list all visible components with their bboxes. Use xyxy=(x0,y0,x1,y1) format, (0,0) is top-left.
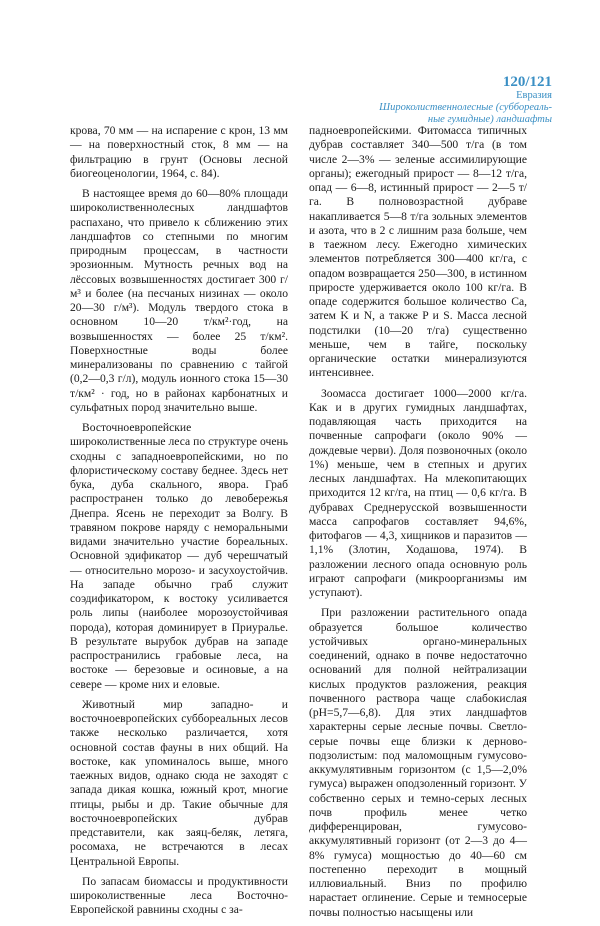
paragraph: Животный мир западно- и восточноевропейских суббореальных лесов также несколько различается, хотя основной состав фауны в них общий. На востоке, как упоминалось выше, много таежных видов, однако сюда не заходят с запада дикая кошка, южный крот, многие птицы, рыбы и др. Такие обычные для восточноевропейских дубрав представители, как заяц-беляк, летяга, росомаха, не встречаются в лесах Центральной Европы. xyxy=(70,697,288,868)
section-title-line-1: Широколиственнолесные (суббореаль- xyxy=(379,102,552,113)
paragraph: падноевропейскими. Фитомасса типичных дубрав составляет 340—500 т/га (в том числе 2—3% — зеленые ассимилирующие органы); ежегодный прирост — 8—12 т/га, опад — 6—8, истинный прирост — 2—5 т/га. В полновозрастной дубраве накапливается 5—8 т/га зольных элементов и азота, что в 2 с лишним раза больше, чем в таежном лесу. Ежегодно химических элементов потребляется 300—400 кг/га, с опадом возвращается 250—300, в истинном приросте удерживается около 100 кг/га. В опаде содержится большое количество Ca, затем K и N, а также P и S. Масса лесной подстилки (10—20 т/га) существенно меньше, чем в тайге, поскольку органические остатки минерализуются интенсивнее. xyxy=(309,124,527,380)
paragraph: крова, 70 мм — на испарение с крон, 13 мм — на поверхностный сток, 8 мм — на фильтрацию в грунт (Основы лесной биогеоценологии, 1964, с. 84). xyxy=(70,124,288,180)
section-title-line-2: ные гумидные) ландшафты xyxy=(427,114,552,125)
right-column xyxy=(309,124,527,926)
paragraph: Восточноевропейские широколиственные леса по структуре очень сходны с западноевропейскими, но по флористическому составу беднее. Здесь нет бука, дуба скального, явора. Граб распространен только до левобережья Днепра. Ясень не переходит за Волгу. В травяном покрове наряду с неморальными видами значительно участие бореальных. Основной эдификатор — дуб черешчатый — относительно морозо- и засухоустойчив. На западе обычно граб служит соэдификатором, к востоку усиливается роль липы (наиболее морозоустойчивая порода), которая доминирует в Приуралье. В результате вырубок дубрав на западе распространились грабовые леса, на востоке — березовые и осиновые, а на севере — кроме них и еловые. xyxy=(70,421,288,691)
paragraph: При разложении растительного опада образуется большое количество устойчивых органо-минеральных соединений, однако в почве недостаточно оснований для полной нейтрализации кислых продуктов разложения, реакция почвенного раствора чаще слабокислая (pH=5,7—6,8). Для этих ландшафтов характерны серые лесные почвы. Светло-серые почвы еще близки к дерново-подзолистым: под маломощным гумусово-аккумулятивным горизонтом (с 1,5—2,0% гумуса) выражен оподзоленный горизонт. У собственно серых и темно-серых лесных почв профиль менее четко дифференцирован, гумусово-аккумулятивный горизонт (от 2—3 до 4—8% гумуса) мощностью до 40—60 см постепенно переходит в мощный иллювиальный. Вниз по профилю нарастает оглинение. Серые и темносерые почвы полностью насыщены или xyxy=(309,606,527,919)
paragraph: Зоомасса достигает 1000—2000 кг/га. Как и в других гумидных ландшафтах, подавляющая часть приходится на почвенные сапрофаги (около 90% — дождевые черви). Доля позвоночных (около 1%) меньше, чем в степных и других лесных ландшафтах. На млекопитающих приходится 12 кг/га, на птиц — 0,6 кг/га. В дубравах Среднерусской возвышенности масса сапрофагов составляет 94,6%, фитофагов — 4,3, хищников и паразитов — 1,1% (Злотин, Ходашова, 1974). В разложении лесного опада основную роль играют сапрофаги (микроорганизмы им уступают). xyxy=(309,386,527,599)
left-column xyxy=(70,124,288,924)
page-numbers: 120/121 xyxy=(502,74,552,90)
region-title: Евразия xyxy=(516,90,552,101)
paragraph: По запасам биомассы и продуктивности широколиственные леса Восточно-Европейской равнины сходны с за- xyxy=(70,874,288,917)
page-header xyxy=(379,74,552,126)
paragraph: В настоящее время до 60—80% площади широколиственнолесных ландшафтов распахано, что привело к сближению этих ландшафтов со степными по многим природным процессам, в частности эрозионным. Мутность речных вод на лёссовых возвышенностях достигает 300 г/м³ и более (на песчаных низинах — около 20—30 г/м³). Модуль твердого стока в основном 10—20 т/км²·год, на возвышенностях — более 25 т/км². Поверхностные воды более минерализованы по сравнению с тайгой (0,2—0,3 г/л), модуль ионного стока 15—30 т/км² · год, но в районах карбонатных и сульфатных пород значительно выше. xyxy=(70,187,288,414)
